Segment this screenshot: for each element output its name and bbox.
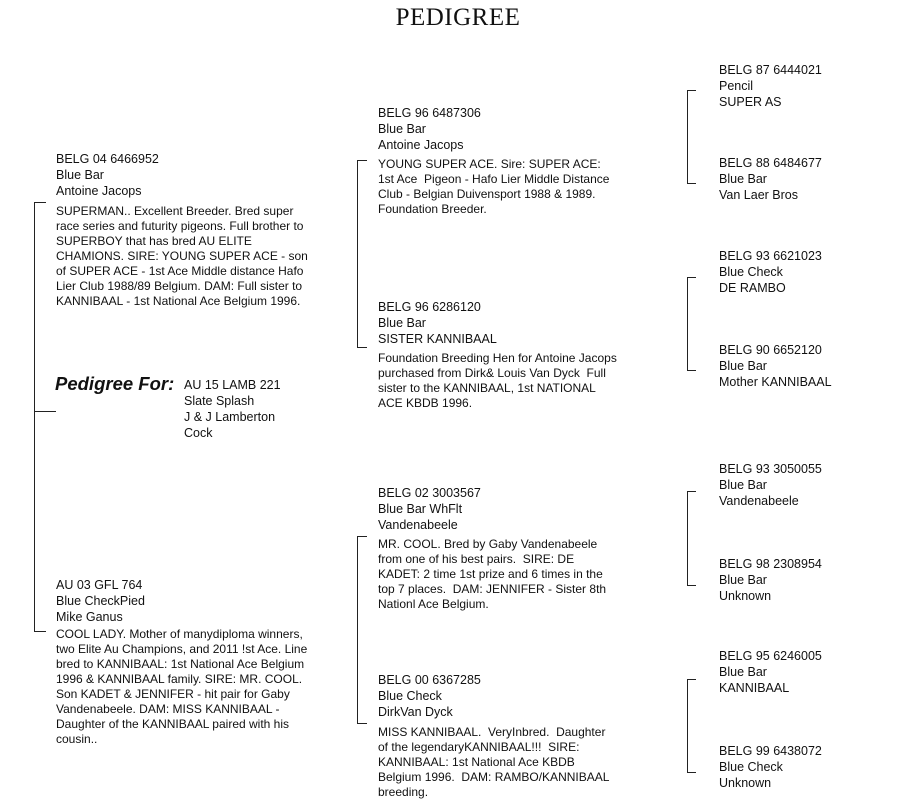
sire-ring: BELG 04 6466952 <box>56 152 159 166</box>
ggp-breeder: Mother KANNIBAAL <box>719 375 832 389</box>
ggp-tick <box>687 370 696 371</box>
grandparent-ring: BELG 96 6487306 <box>378 106 481 120</box>
ggp-ring: BELG 95 6246005 <box>719 649 822 663</box>
ggp-ring: BELG 87 6444021 <box>719 63 822 77</box>
grandparent-3-block <box>378 485 481 533</box>
ggp-bracket-4 <box>687 679 688 773</box>
great-grandparent-5 <box>719 461 822 509</box>
subject-tick <box>34 411 56 412</box>
grandparent-color: Blue Check <box>378 689 442 703</box>
ggp-color: Blue Check <box>719 760 783 774</box>
ggp-tick <box>687 585 696 586</box>
subject-owner: J & J Lamberton <box>184 410 276 424</box>
ggp-bracket-2 <box>687 277 688 371</box>
grandparent-color: Blue Bar <box>378 316 426 330</box>
gp2-tick <box>357 347 367 348</box>
ggp-color: Blue Bar <box>719 359 767 373</box>
parents-bracket-line <box>34 202 35 632</box>
ggp-tick <box>687 491 696 492</box>
grandparent-4-notes: MISS KANNIBAAL. VeryInbred. Daughter of the legendaryKANNIBAAL!!! SIRE: KANNIBAAL: 1st National Ace KBDB Belgium 1996. DAM: RAMBO/KANNIBAAL breeding. <box>378 725 610 799</box>
ggp-color: Pencil <box>719 79 754 93</box>
grandparent-1-block <box>378 105 481 153</box>
ggp-color: Blue Bar <box>719 172 767 186</box>
ggp-ring: BELG 88 6484677 <box>719 156 822 170</box>
sire-color: Blue Bar <box>56 168 104 182</box>
subject-sex: Cock <box>184 426 213 440</box>
subject-block <box>184 377 281 441</box>
ggp-color: Blue Bar <box>719 573 767 587</box>
ggp-ring: BELG 90 6652120 <box>719 343 822 357</box>
subject-color: Slate Splash <box>184 394 255 408</box>
sire-block <box>56 151 159 199</box>
ggp-tick <box>687 679 696 680</box>
grandparent-breeder: Vandenabeele <box>378 518 458 532</box>
grandparent-ring: BELG 02 3003567 <box>378 486 481 500</box>
pedigree-for-label: Pedigree For: <box>55 373 175 394</box>
grandparent-2-block <box>378 299 497 347</box>
grandparent-ring: BELG 00 6367285 <box>378 673 481 687</box>
grandparent-4-block <box>378 672 481 720</box>
sire-tick <box>34 202 46 203</box>
ggp-breeder: SUPER AS <box>719 95 782 109</box>
great-grandparent-4 <box>719 342 832 390</box>
ggp-color: Blue Check <box>719 265 783 279</box>
grandparent-1-notes: YOUNG SUPER ACE. Sire: SUPER ACE: 1st Ace Pigeon - Hafo Lier Middle Distance Club - Belgian Duivensport 1988 & 1989. Foundation Breeder. <box>378 157 610 216</box>
grandparent-2-notes: Foundation Breeding Hen for Antoine Jacops purchased from Dirk& Louis Van Dyck Full sister to the KANNIBAAL, 1st NATIONAL ACE KBDB 1996. <box>378 351 617 410</box>
dam-tick <box>34 631 46 632</box>
dam-notes: COOL LADY. Mother of manydiploma winners, two Elite Au Champions, and 2011 !st Ace. Line bred to KANNIBAAL: 1st National Ace Belgium 1996 & KANNIBAAL family. SIRE: MR. COOL. Son KADET & JENNIFER - hit pair for Gaby Vandenabeele. DAM: MISS KANNIBAAL - Daughter of the KANNIBAAL paired with his cousin.. <box>56 627 308 746</box>
ggp-ring: BELG 98 2308954 <box>719 557 822 571</box>
ggp-breeder: Unknown <box>719 589 772 603</box>
sire-breeder: Antoine Jacops <box>56 184 142 198</box>
great-grandparent-8 <box>719 743 822 791</box>
ggp-ring: BELG 93 6621023 <box>719 249 822 263</box>
gp3-tick <box>357 536 367 537</box>
ggp-color: Blue Bar <box>719 478 767 492</box>
ggp-tick <box>687 277 696 278</box>
dam-side-bracket <box>357 536 358 724</box>
ggp-tick <box>687 183 696 184</box>
gp4-tick <box>357 723 367 724</box>
dam-ring: AU 03 GFL 764 <box>56 578 143 592</box>
ggp-breeder: DE RAMBO <box>719 281 786 295</box>
grandparent-3-notes: MR. COOL. Bred by Gaby Vandenabeele from one of his best pairs. SIRE: DE KADET: 2 time 1st prize and 6 times in the top 7 places. DAM: JENNIFER - Sister 8th Nationl Ace Belgium. <box>378 537 607 611</box>
sire-side-bracket <box>357 160 358 348</box>
ggp-bracket-3 <box>687 491 688 586</box>
great-grandparent-1 <box>719 62 822 110</box>
grandparent-ring: BELG 96 6286120 <box>378 300 481 314</box>
ggp-breeder: KANNIBAAL <box>719 681 790 695</box>
ggp-breeder: Unknown <box>719 776 772 790</box>
ggp-breeder: Van Laer Bros <box>719 188 798 202</box>
ggp-ring: BELG 99 6438072 <box>719 744 822 758</box>
dam-block <box>56 577 145 625</box>
ggp-breeder: Vandenabeele <box>719 494 799 508</box>
great-grandparent-2 <box>719 155 822 203</box>
grandparent-color: Blue Bar WhFlt <box>378 502 463 516</box>
great-grandparent-6 <box>719 556 822 604</box>
dam-color: Blue CheckPied <box>56 594 145 608</box>
dam-breeder: Mike Ganus <box>56 610 123 624</box>
grandparent-color: Blue Bar <box>378 122 426 136</box>
sire-notes: SUPERMAN.. Excellent Breeder. Bred super race series and futurity pigeons. Full brother to SUPERBOY that has bred AU ELITE CHAMIONS. SIRE: YOUNG SUPER ACE - son of SUPER ACE - 1st Ace Middle distance Hafo Lier Club 1988/89 Belgium. DAM: Full sister to KANNIBAAL - 1st National Ace Belgium 1996. <box>56 204 308 308</box>
ggp-tick <box>687 90 696 91</box>
gp1-tick <box>357 160 367 161</box>
grandparent-breeder: SISTER KANNIBAAL <box>378 332 497 346</box>
ggp-color: Blue Bar <box>719 665 767 679</box>
great-grandparent-7 <box>719 648 822 696</box>
grandparent-breeder: DirkVan Dyck <box>378 705 453 719</box>
subject-ring: AU 15 LAMB 221 <box>184 378 281 392</box>
ggp-ring: BELG 93 3050055 <box>719 462 822 476</box>
ggp-bracket-1 <box>687 90 688 184</box>
page-title: PEDIGREE <box>395 4 521 31</box>
ggp-tick <box>687 772 696 773</box>
great-grandparent-3 <box>719 248 822 296</box>
grandparent-breeder: Antoine Jacops <box>378 138 464 152</box>
